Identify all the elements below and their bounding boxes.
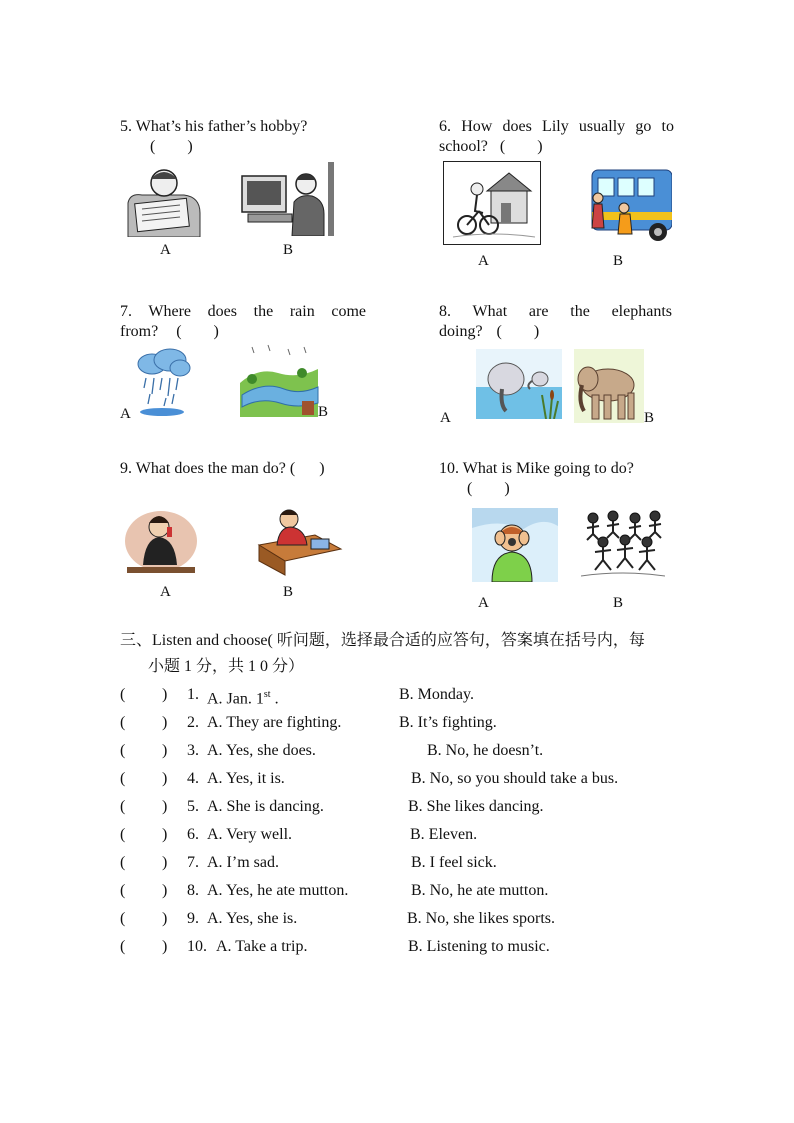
answer-paren-open[interactable]: ( [120, 938, 126, 955]
q6-option-b: B [613, 253, 624, 269]
question-row [120, 936, 720, 958]
question-row [120, 880, 720, 902]
option-a-text: A. Yes, it is. [207, 770, 285, 787]
option-a[interactable] [207, 908, 297, 930]
answer-paren-close[interactable]: ) [162, 826, 168, 843]
answer-paren-close[interactable]: ) [162, 742, 168, 759]
option-a[interactable] [207, 824, 292, 846]
question-7-line2-row [120, 322, 366, 342]
section-3-title-line1: 三、Listen and choose( 听问题，选择最合适的应答句，答案填在括号内，每 [120, 632, 645, 649]
q6-option-a: A [478, 253, 489, 269]
q7-option-a: A [120, 406, 131, 422]
option-b[interactable]: B. Eleven. [410, 826, 478, 843]
question-number: 9. [187, 910, 199, 927]
option-b[interactable]: B. No, he ate mutton. [411, 882, 549, 899]
question-7 [120, 302, 366, 322]
answer-paren-open[interactable]: ( [120, 686, 126, 703]
option-a-text: A. She is dancing. [207, 798, 324, 815]
river-landscape-image[interactable] [238, 343, 320, 417]
q7-option-b: B [318, 404, 329, 420]
option-a-text: A. Yes, he ate mutton. [207, 882, 349, 899]
answer-paren-close[interactable]: ) [162, 910, 168, 927]
man-at-desk-image[interactable] [255, 505, 343, 577]
answer-paren-close[interactable]: ) [162, 938, 168, 955]
answer-paren-close[interactable]: ) [162, 714, 168, 731]
question-row [120, 796, 720, 818]
question-row [120, 908, 720, 930]
option-a-text: A. Take a trip. [216, 938, 308, 955]
question-6-line2-row [439, 137, 674, 157]
option-b[interactable]: B. Monday. [399, 686, 474, 703]
people-by-bus-image[interactable] [588, 162, 672, 246]
answer-paren-open[interactable]: ( [120, 910, 126, 927]
option-a-text: A. They are fighting. [207, 714, 342, 731]
answer-paren-open[interactable]: ( [120, 854, 126, 871]
question-7-line2: from? [120, 323, 159, 340]
q10-option-b: B [613, 595, 624, 611]
section-3-title [120, 628, 680, 680]
girl-riding-bike-image[interactable] [443, 161, 541, 245]
question-6-line1: 6. How does Lily usually go to [439, 118, 674, 135]
option-b[interactable]: B. No, he doesn’t. [427, 742, 544, 759]
option-a-superscript: st [263, 689, 271, 700]
question-number: 1. [187, 686, 199, 703]
question-5 [120, 117, 370, 157]
question-number: 8. [187, 882, 199, 899]
question-number: 6. [187, 826, 199, 843]
question-8-line1: 8. What are the elephants [439, 303, 672, 320]
option-a[interactable] [207, 740, 316, 762]
question-8-line2: doing? [439, 323, 483, 340]
question-row [120, 712, 720, 734]
question-row [120, 684, 720, 706]
question-6-line2: school? [439, 138, 488, 155]
question-row [120, 768, 720, 790]
question-9-text: 9. What does the man do? ( ) [120, 460, 325, 477]
option-a-text: A. Yes, she does. [207, 742, 316, 759]
option-a[interactable] [207, 684, 279, 710]
option-b[interactable]: B. Listening to music. [408, 938, 550, 955]
q9-option-b: B [283, 584, 294, 600]
group-of-runners-image[interactable] [581, 508, 665, 582]
answer-paren-close[interactable]: ) [162, 686, 168, 703]
q5-option-a: A [160, 242, 171, 258]
option-a[interactable] [207, 852, 279, 874]
answer-paren-open[interactable]: ( [120, 826, 126, 843]
woman-on-phone-image[interactable] [123, 505, 199, 577]
question-5-blank[interactable]: ( ) [150, 138, 193, 155]
option-a-tail: . [270, 690, 279, 708]
option-a-text: A. Very well. [207, 826, 293, 843]
question-10-text: 10. What is Mike going to do? [439, 460, 634, 477]
option-a[interactable] [207, 796, 324, 818]
question-7-blank[interactable]: ( ) [176, 323, 219, 340]
question-row [120, 824, 720, 846]
question-6-blank[interactable]: ( ) [499, 138, 543, 155]
section-3-title-line2: 小题 1 分，共 1 0 分） [148, 658, 305, 675]
question-7-line1: 7. Where does the rain come [120, 303, 366, 320]
answer-paren-open[interactable]: ( [120, 714, 126, 731]
question-number: 4. [187, 770, 199, 787]
option-b[interactable]: B. It’s fighting. [399, 714, 497, 731]
option-a-text: A. I’m sad. [207, 854, 279, 871]
man-at-computer-image[interactable] [240, 162, 336, 236]
answer-paren-close[interactable]: ) [162, 770, 168, 787]
question-8 [439, 302, 672, 322]
question-number: 5. [187, 798, 199, 815]
q10-option-a: A [478, 595, 489, 611]
question-6 [439, 117, 674, 137]
answer-paren-open[interactable]: ( [120, 770, 126, 787]
option-b[interactable]: B. I feel sick. [411, 854, 497, 871]
question-10 [439, 459, 679, 499]
option-b[interactable]: B. No, so you should take a bus. [411, 770, 619, 787]
option-a[interactable] [207, 880, 348, 902]
elephants-in-water-image[interactable] [476, 349, 562, 419]
option-a[interactable] [216, 936, 307, 958]
question-number: 7. [187, 854, 199, 871]
answer-paren-close[interactable]: ) [162, 798, 168, 815]
answer-paren-close[interactable]: ) [162, 854, 168, 871]
question-number: 2. [187, 714, 199, 731]
question-8-blank[interactable]: ( ) [496, 323, 540, 340]
question-5-text: 5. What’s his father’s hobby? [120, 118, 308, 135]
rain-cloud-image[interactable] [134, 346, 192, 418]
q5-option-b: B [283, 242, 294, 258]
elephant-standing-image[interactable] [574, 349, 644, 423]
option-a[interactable] [207, 768, 285, 790]
q8-option-b: B [644, 410, 655, 426]
question-number: 10. [187, 938, 207, 955]
boy-covering-ears-image[interactable] [472, 508, 558, 582]
q9-option-a: A [160, 584, 171, 600]
man-reading-newspaper-image[interactable] [120, 163, 206, 237]
option-a-text: A. Yes, she is. [207, 910, 298, 927]
answer-paren-close[interactable]: ) [162, 882, 168, 899]
question-10-blank[interactable]: ( ) [467, 480, 510, 497]
question-8-line2-row [439, 322, 672, 342]
answer-paren-open[interactable]: ( [120, 882, 126, 899]
question-row [120, 740, 720, 762]
question-9 [120, 459, 380, 479]
option-a[interactable] [207, 712, 341, 734]
answer-paren-open[interactable]: ( [120, 798, 126, 815]
answer-paren-open[interactable]: ( [120, 742, 126, 759]
option-a-text: A. Jan. 1 [207, 690, 264, 708]
option-b[interactable]: B. No, she likes sports. [407, 910, 555, 927]
question-row [120, 852, 720, 874]
q8-option-a: A [440, 410, 451, 426]
question-number: 3. [187, 742, 199, 759]
option-b[interactable]: B. She likes dancing. [408, 798, 544, 815]
